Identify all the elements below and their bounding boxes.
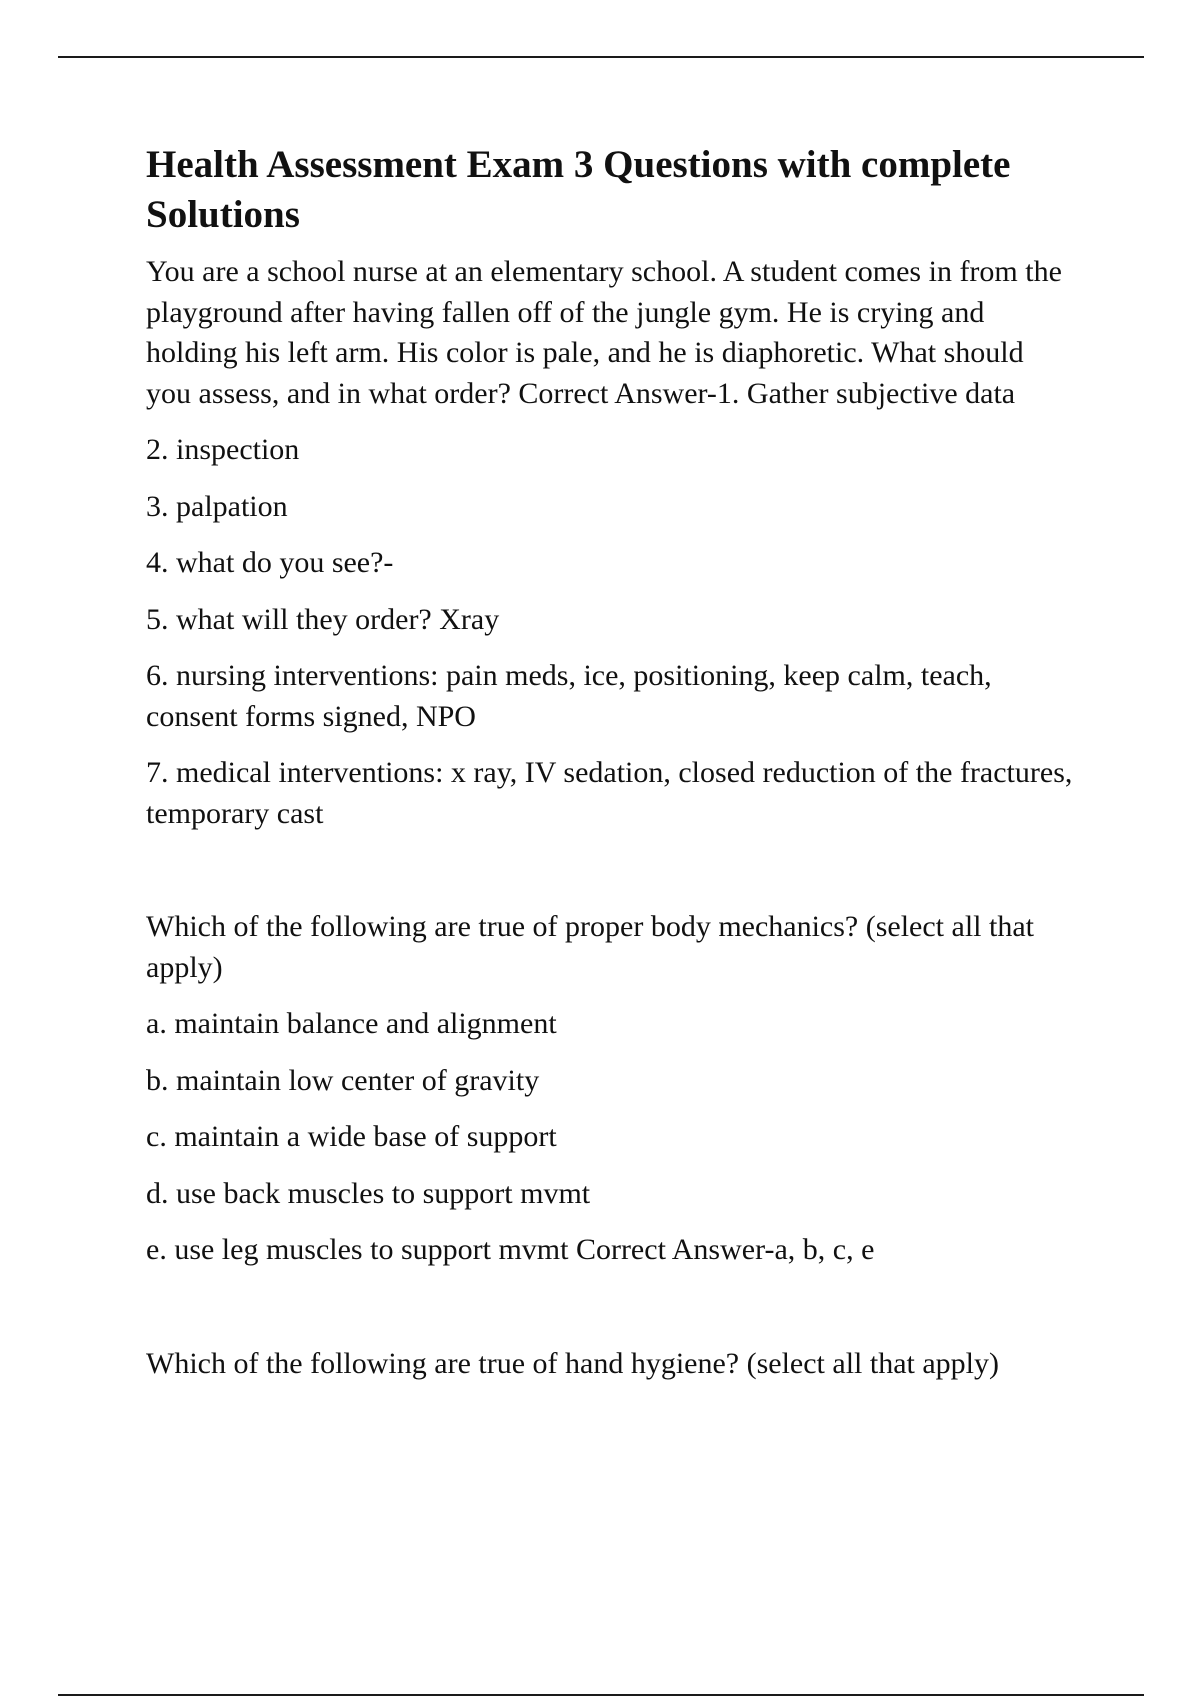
document-body [146,140,1076,1400]
question-1-step-4: 4. what do you see?- [146,546,394,579]
document-title: Health Assessment Exam 3 Questions with complete Solutions [146,143,1011,236]
question-spacer [146,850,1076,907]
question-2-option-a: a. maintain balance and alignment [146,1007,557,1040]
footer-rule [58,1694,1144,1696]
question-2-option-e: e. use leg muscles to support mvmt Correct Answer-a, b, c, e [146,1233,875,1266]
question-1-step-2: 2. inspection [146,433,300,466]
question-1-step-7: 7. medical interventions: x ray, IV sedation, closed reduction of the fractures, temporary cast [146,756,1073,830]
question-2-option-d: d. use back muscles to support mvmt [146,1176,591,1210]
question-2-stem: Which of the following are true of proper body mechanics? (select all that apply) [146,910,1034,984]
question-1-step-6: 6. nursing interventions: pain meds, ice, positioning, keep calm, teach, consent forms signed, NPO [146,659,992,733]
question-2 [146,907,1076,1271]
question-1-stem: You are a school nurse at an elementary school. A student comes in from the playground after having fallen off of the jungle gym. He is crying and holding his left arm. His color is pale, and he is diaphoretic. What should you assess, and in what order? Correct Answer-1. Gather subjective data [146,255,1062,410]
question-spacer [146,1287,1076,1344]
question-1-step-3: 3. palpation [146,489,288,523]
question-3-stem: Which of the following are true of hand hygiene? (select all that apply) [146,1346,1000,1380]
question-3 [146,1344,1076,1385]
question-1-step-5: 5. what will they order? Xray [146,602,500,636]
question-2-option-c: c. maintain a wide base of support [146,1120,557,1153]
question-1 [146,252,1076,834]
question-2-option-b: b. maintain low center of gravity [146,1063,540,1097]
header-rule [58,56,1144,58]
